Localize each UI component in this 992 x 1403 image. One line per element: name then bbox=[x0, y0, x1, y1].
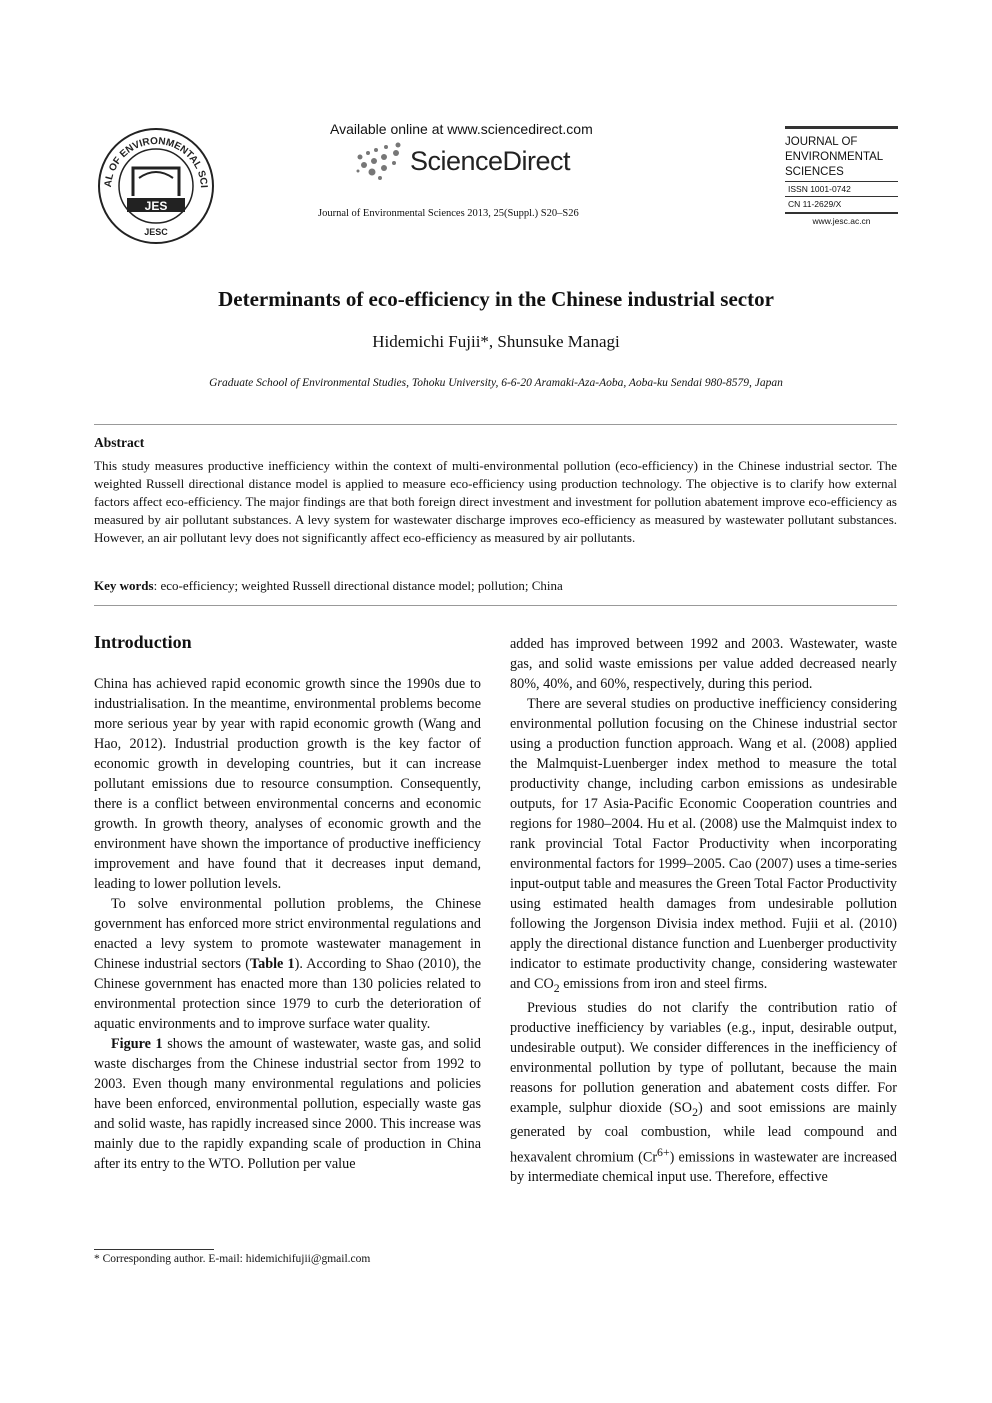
cn-number: CN 11-2629/X bbox=[788, 199, 842, 209]
journal-info-box bbox=[785, 126, 898, 226]
section-heading-introduction: Introduction bbox=[94, 632, 192, 652]
keywords-label: Key words bbox=[94, 578, 154, 593]
table-1-reference[interactable]: Table 1 bbox=[249, 956, 295, 972]
logo-ring-text: AL OF ENVIRONMENTAL SCI bbox=[102, 135, 209, 189]
journal-name-line2: ENVIRONMENTAL bbox=[785, 151, 884, 163]
divider bbox=[785, 212, 898, 214]
logo-abbr: JES bbox=[144, 199, 168, 213]
divider bbox=[785, 126, 898, 129]
logo-bottom-text: JESC bbox=[144, 227, 168, 237]
paragraph: To solve environmental pollution problems, the Chinese government has enforced more strict environmental regulations and enacted a levy system to promote wastewater management in Chinese industrial sectors (Table 1). According to Shao (2010), the Chinese government has enacted more than 130 policies related to environmental protection since 1979 to curb the deterioration of aquatic environments and to improve surface water quality. bbox=[94, 896, 482, 1032]
issn: ISSN 1001-0742 bbox=[788, 184, 851, 194]
divider bbox=[785, 181, 898, 182]
abstract-text: This study measures productive inefficiency within the context of multi-environmental pollution (eco-efficiency) in the Chinese industrial sector. The weighted Russell directional distance model is applied to measure eco-efficiency using production technology. The objective is to clarify how external factors affect eco-efficiency. The major findings are that both foreign direct investment and investment for pollution abatement improve eco-efficiency as measured by air pollutant substances. A levy system for wastewater discharge improves eco-efficiency as measured by wastewater pollutant substances. However, an air pollutant levy does not significantly affect eco-efficiency as measured by air pollutants. bbox=[94, 458, 897, 546]
paragraph: added has improved between 1992 and 2003. Wastewater, waste gas, and solid waste emissions per value added decreased nearly 80%, 40%, and 60%, respectively, during this period. bbox=[510, 636, 897, 692]
divider bbox=[785, 196, 898, 197]
sciencedirect-mark-icon bbox=[354, 141, 406, 181]
article-title: Determinants of eco-efficiency in the Chinese industrial sector bbox=[218, 287, 774, 311]
article-authors: Hidemichi Fujii*, Shunsuke Managi bbox=[372, 332, 620, 351]
sciencedirect-brand[interactable]: ScienceDirect bbox=[410, 146, 571, 176]
journal-name-line3: SCIENCES bbox=[785, 166, 844, 178]
journal-logo bbox=[93, 126, 219, 244]
paragraph: Figure 1 shows the amount of wastewater, waste gas, and solid waste discharges from the Chinese industrial sector from 1992 to 2003. Even though many environmental regulations and policies have been enforced, environmental pollution, especially waste gas and solid waste, has rapidly increased since 2000. This increase was mainly due to the rapidly expanding scale of production in China after its entry to the WTO. Pollution per value bbox=[94, 1036, 481, 1172]
abstract-heading: Abstract bbox=[94, 435, 145, 450]
available-online-text: Available online at www.sciencedirect.com bbox=[330, 121, 593, 137]
journal-name-line1: JOURNAL OF bbox=[785, 136, 858, 148]
author-affiliation: Graduate School of Environmental Studies, Tohoku University, 6-6-20 Aramaki-Aza-Aoba, Aoba-ku Sendai 980-8579, Japan bbox=[209, 377, 783, 389]
journal-website-link[interactable]: www.jesc.ac.cn bbox=[812, 216, 871, 226]
journal-citation: Journal of Environmental Sciences 2013, 25(Suppl.) S20–S26 bbox=[318, 208, 579, 219]
figure-1-reference[interactable]: Figure 1 bbox=[111, 1036, 163, 1052]
right-column bbox=[510, 634, 897, 1187]
paragraph: Previous studies do not clarify the contribution ratio of productive inefficiency by variables (e.g., input, desirable output, undesirable output). We consider differences in the inefficiency of environmental pollution by type of pollutant, because the main reasons for pollution generation and abatement costs differ. For example, sulphur dioxide $(SO_2)$ and soot emissions are mainly generated by coal combustion, while lead compound and hexavalent chromium $(Cr^{6+})$ emissions in wastewater are increased by intermediate chemical input use. Therefore, effective bbox=[510, 999, 897, 1186]
left-column bbox=[94, 674, 481, 1174]
corresponding-author-footnote: * Corresponding author. E-mail: hidemichifujii@gmail.com bbox=[94, 1253, 371, 1265]
divider bbox=[94, 424, 897, 425]
paragraph: China has achieved rapid economic growth since the 1990s due to industrialisation. In the meantime, environmental problems become more serious year by year with rapid economic growth (Wang and Hao, 2012). Industrial production growth is the key factor of economic growth in developing countries, but it can increase pollutant emissions due to resource consumption. Consequently, there is a conflict between environmental concerns and economic growth. In growth theory, analyses of economic growth and the environment have shown the importance of productive inefficiency improvement and have found that it decreases input demand, leading to lower pollution levels. bbox=[94, 676, 481, 892]
divider bbox=[94, 605, 897, 606]
footnote-divider bbox=[94, 1249, 214, 1250]
keywords-text: : eco-efficiency; weighted Russell directional distance model; pollution; China bbox=[153, 578, 563, 593]
keywords bbox=[94, 578, 897, 594]
paragraph: There are several studies on productive inefficiency considering environmental pollution focusing on the Chinese industrial sector using a production function approach. Wang et al. (2008) applied the Malmquist-Luenberger index method to measure the total productivity change, including carbon emissions as undesirable outputs, for 17 Asia-Pacific Economic Cooperation countries and regions for 1980–2004. Hu et al. (2008) use the Malmquist index to rank provincial Total Factor Productivity when incorporating environmental factors for 1999–2005. Cao (2007) uses a time-series input-output table and measures the Green Total Factor Productivity using estimated health damages from undesirable pollution following the Jorgenson Divisia index method. Fujii et al. (2010) apply the directional distance function and Luenberger productivity indicator to estimate productivity change, considering wastewater and $CO_2$ emissions from iron and steel firms. bbox=[510, 696, 897, 995]
